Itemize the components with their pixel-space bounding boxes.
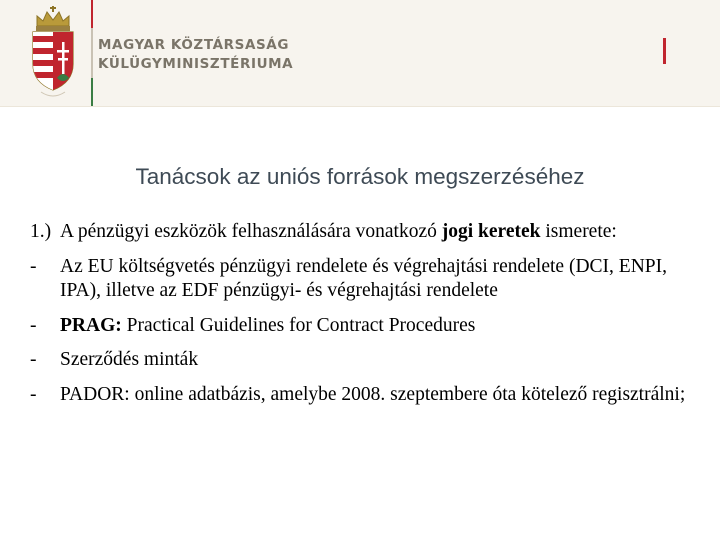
list-item [30,255,700,304]
bullet-dash: - [30,255,37,277]
ministry-name [98,36,293,74]
ministry-line-1: MAGYAR KÖZTÁRSASÁG [98,37,290,53]
item-text: Az EU költségvetés pénzügyi rendelete és végrehajtási rendelete (DCI, ENPI, IPA), illetve az EDF pénzügyi- és végrehajtási rendelete [60,255,667,301]
list-item [30,220,700,245]
list-item [30,314,700,339]
item-text: A pénzügyi eszközök felhasználására vonatkozó jogi keretek ismerete: [60,221,617,242]
slide-title: Tanácsok az uniós források megszerzéséhez [135,164,585,189]
slide-body [30,220,700,417]
bullet-dash: - [30,349,37,370]
ministry-line-2: KÜLÜGYMINISZTÉRIUMA [98,56,294,72]
bullet-dash: - [30,383,37,405]
list-item [30,348,700,373]
header-divider [91,0,93,106]
item-text: PRAG: Practical Guidelines for Contract Procedures [60,314,476,336]
bullet-dash: - [30,314,37,336]
item-text: Szerződés minták [60,349,199,370]
list-item [30,383,700,408]
coat-of-arms-icon [27,6,79,104]
item-number: 1.) [30,221,52,242]
slide-header [0,0,720,107]
item-text: PADOR: online adatbázis, amelybe 2008. szeptembere óta kötelező regisztrálni; [60,383,686,405]
header-accent-bar [663,38,666,64]
